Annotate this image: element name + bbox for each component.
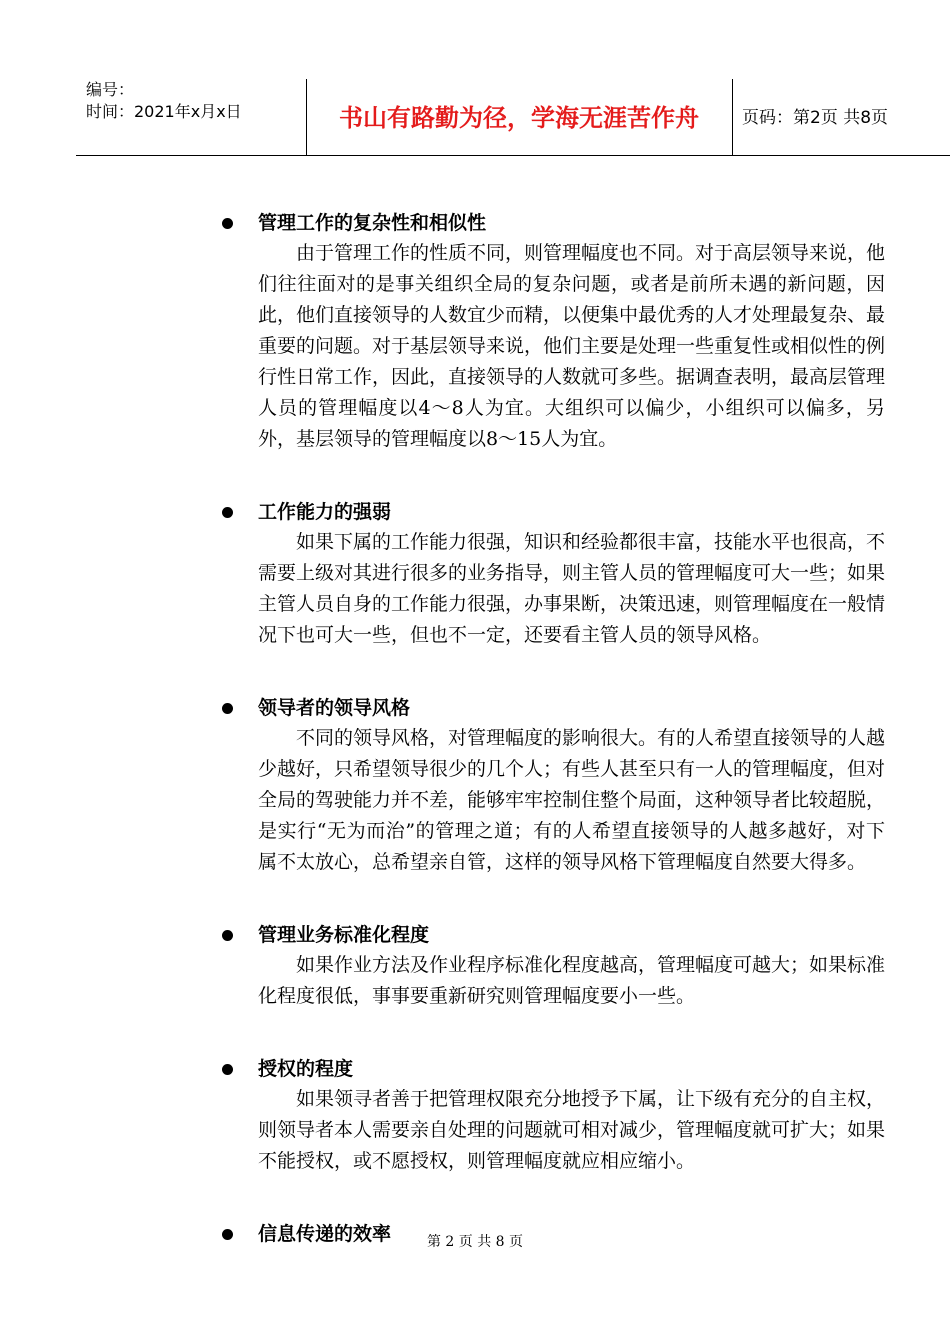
number-label: 编号： <box>86 80 135 99</box>
section-delegation <box>220 1054 885 1177</box>
section-paragraph: 不同的领导风格，对管理幅度的影响很大。有的人希望直接领导的人越少越好，只希望领导很少的几个人；有些人甚至只有一人的管理幅度，但对全局的驾驶能力并不差，能够牢牢控制住整个局面，这种领导者比较超脱，是实行“无为而治”的管理之道；有的人希望直接领导的人越多越好，对下属不太放心，总希望亲自管，这样的领导风格下管理幅度自然要大得多。 <box>258 727 886 873</box>
section-paragraph: 如果领寻者善于把管理权限充分地授予下属，让下级有充分的自主权，则领导者本人需要亲自处理的问题就可相对减少，管理幅度就可扩大；如果不能授权，或不愿授权，则管理幅度就应相应缩小。 <box>258 1088 886 1172</box>
time-label: 时间：2021年x月x日 <box>86 102 242 121</box>
section-paragraph: 由于管理工作的性质不同，则管理幅度也不同。对于高层领导来说，他们往往面对的是事关组织全局的复杂问题，或者是前所未遇的新问题，因此，他们直接领导的人数宜少而精，以便集中最优秀的人才处理最复杂、最重要的问题。对于基层领导来说，他们主要是处理一些重复性或相似性的例行性日常工作，因此，直接领导的人数就可多些。据调查表明，最高层管理人员的管理幅度以4～8人为宜。大组织可以偏少，小组织可以偏多，另外，基层领导的管理幅度以8～15人为宜。 <box>258 242 886 450</box>
document-body <box>220 208 885 1291</box>
section-heading-text: 管理业务标准化程度 <box>258 924 430 946</box>
section-heading <box>220 1054 885 1084</box>
section-heading <box>220 693 885 723</box>
section-heading <box>220 208 885 238</box>
section-standardization <box>220 920 885 1012</box>
header-motto: 书山有路勤为径，学海无涯苦作舟 <box>339 104 699 132</box>
section-heading-text: 授权的程度 <box>258 1058 354 1080</box>
page-header <box>76 79 950 156</box>
section-heading-text: 信息传递的效率 <box>258 1223 392 1245</box>
section-complexity <box>220 208 885 455</box>
section-heading-text: 管理工作的复杂性和相似性 <box>258 212 487 234</box>
section-heading-text: 领导者的领导风格 <box>258 697 411 719</box>
section-leadership-style <box>220 693 885 878</box>
section-paragraph: 如果下属的工作能力很强，知识和经验都很丰富，技能水平也很高，不需要上级对其进行很多的业务指导，则主管人员的管理幅度可大一些；如果主管人员自身的工作能力很强，办事果断，决策迅速，则管理幅度在一般情况下也可大一些，但也不一定，还要看主管人员的领导风格。 <box>258 531 886 646</box>
bullet-icon <box>222 507 233 518</box>
bullet-icon <box>222 703 233 714</box>
section-heading-text: 工作能力的强弱 <box>258 501 392 523</box>
bullet-icon <box>222 218 233 229</box>
bullet-icon <box>222 1064 233 1075</box>
section-ability <box>220 497 885 651</box>
page-footer: 第 2 页 共 8 页 <box>426 1234 524 1250</box>
header-meta <box>86 79 306 123</box>
header-divider <box>732 79 733 155</box>
section-heading <box>220 497 885 527</box>
section-paragraph: 如果作业方法及作业程序标准化程度越高，管理幅度可越大；如果标准化程度很低，事事要重新研究则管理幅度要小一些。 <box>258 954 886 1007</box>
section-heading <box>220 920 885 950</box>
bullet-icon <box>222 930 233 941</box>
header-page-code: 页码：第2页 共8页 <box>742 108 889 128</box>
